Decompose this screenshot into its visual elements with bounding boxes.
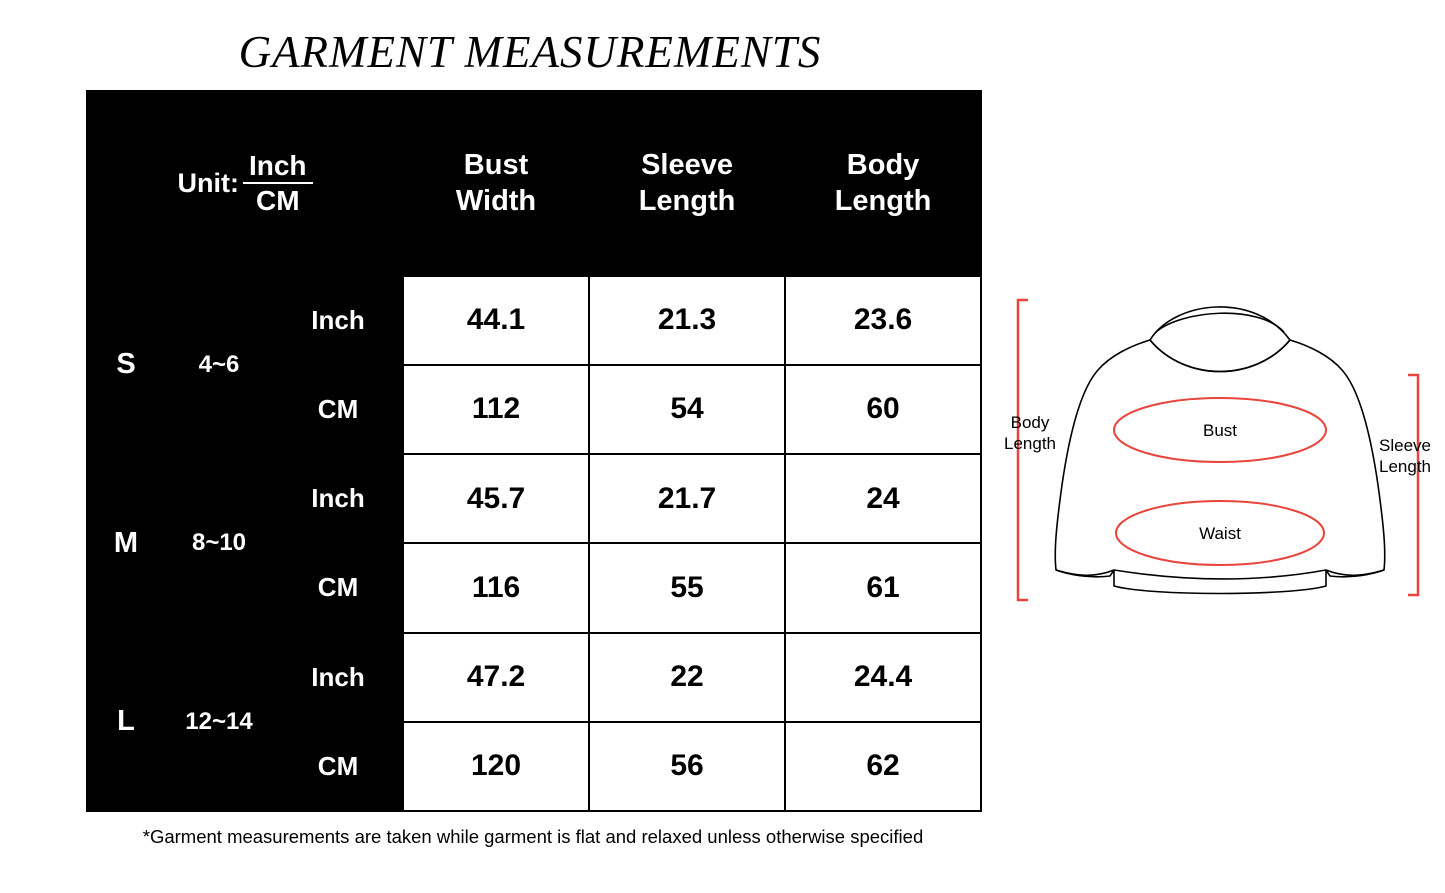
size-label-m: M — [87, 454, 165, 632]
header-body-length-line2: Length — [834, 185, 932, 218]
header-sleeve-length — [589, 91, 785, 276]
cell-s-cm-bust: 112 — [403, 365, 589, 454]
cell-l-inch-sleeve: 22 — [589, 633, 785, 722]
body-length-label — [990, 412, 1070, 455]
table-header-row — [87, 91, 981, 276]
garment-outline — [1055, 307, 1385, 594]
numeric-size-l: 12~14 — [165, 633, 273, 811]
header-unit-cell — [87, 91, 403, 276]
table-row — [87, 454, 981, 543]
cell-l-cm-bust: 120 — [403, 722, 589, 811]
cell-m-inch-sleeve: 21.7 — [589, 454, 785, 543]
cell-m-cm-body: 61 — [785, 543, 981, 632]
cell-s-inch-bust: 44.1 — [403, 276, 589, 365]
sleeve-length-label-line2: Length — [1379, 457, 1431, 477]
size-label-l: L — [87, 633, 165, 811]
header-bust-width-line1: Bust — [463, 149, 529, 182]
bust-label: Bust — [1202, 421, 1238, 440]
cell-m-cm-sleeve: 55 — [589, 543, 785, 632]
garment-diagram — [990, 270, 1445, 630]
header-sleeve-length-line2: Length — [638, 185, 736, 218]
cell-l-cm-body: 62 — [785, 722, 981, 811]
body-length-label-line1: Body — [1010, 413, 1050, 432]
size-chart-table — [86, 90, 982, 812]
table-row — [87, 633, 981, 722]
sleeve-length-bracket-icon — [1408, 375, 1418, 595]
cell-s-inch-sleeve: 21.3 — [589, 276, 785, 365]
row-unit-inch-m: Inch — [273, 454, 403, 543]
body-length-label-line2: Length — [1004, 434, 1056, 454]
header-bust-width-line2: Width — [455, 185, 537, 218]
row-unit-inch-l: Inch — [273, 633, 403, 722]
cell-s-inch-body: 23.6 — [785, 276, 981, 365]
measurement-footnote: *Garment measurements are taken while garment is flat and relaxed unless otherwise specified — [142, 826, 924, 847]
unit-cm-label: CM — [255, 184, 300, 216]
header-sleeve-length-line1: Sleeve — [641, 149, 733, 182]
cell-m-inch-bust: 45.7 — [403, 454, 589, 543]
sleeve-length-label-line1: Sleeve — [1379, 436, 1431, 455]
cell-s-cm-body: 60 — [785, 365, 981, 454]
table-row — [87, 276, 981, 365]
cell-l-inch-bust: 47.2 — [403, 633, 589, 722]
cell-m-cm-bust: 116 — [403, 543, 589, 632]
cell-s-cm-sleeve: 54 — [589, 365, 785, 454]
header-body-length — [785, 91, 981, 276]
row-unit-cm-l: CM — [273, 722, 403, 811]
unit-label-text: Unit: — [177, 167, 239, 198]
sleeve-length-label — [1360, 435, 1445, 478]
waist-label: Waist — [1199, 524, 1241, 543]
row-unit-inch-s: Inch — [273, 276, 403, 365]
numeric-size-s: 4~6 — [165, 276, 273, 454]
page-title: GARMENT MEASUREMENTS — [238, 27, 822, 77]
cell-l-cm-sleeve: 56 — [589, 722, 785, 811]
row-unit-cm-s: CM — [273, 365, 403, 454]
numeric-size-m: 8~10 — [165, 454, 273, 632]
row-unit-cm-m: CM — [273, 543, 403, 632]
header-body-length-line1: Body — [846, 149, 920, 182]
size-label-s: S — [87, 276, 165, 454]
cell-l-inch-body: 24.4 — [785, 633, 981, 722]
header-bust-width — [403, 91, 589, 276]
cell-m-inch-body: 24 — [785, 454, 981, 543]
unit-inch-label: Inch — [243, 151, 313, 184]
